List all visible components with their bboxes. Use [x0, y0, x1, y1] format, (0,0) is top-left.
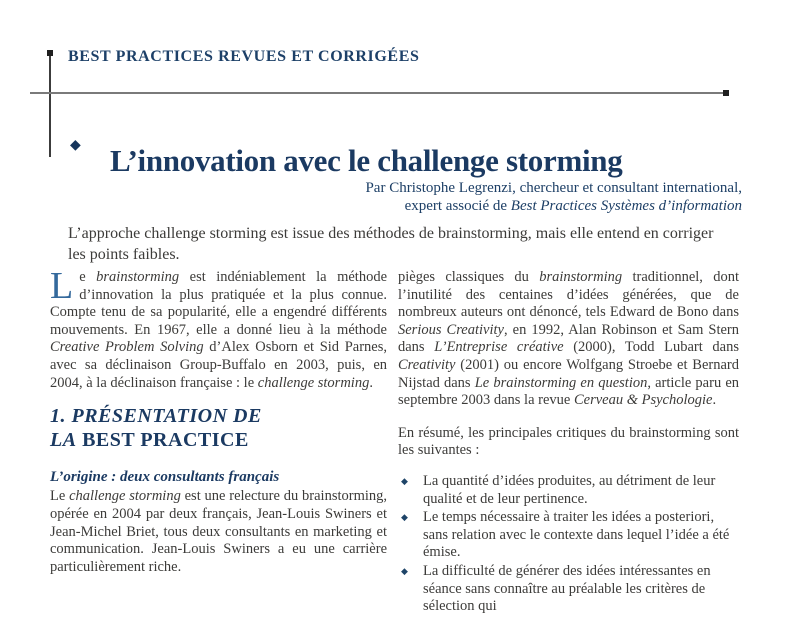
left-column	[50, 265, 388, 576]
paragraph-text: En résumé, les principales critiques du brainstorming sont les suivantes :	[398, 424, 739, 459]
list-item-text: La quantité d’idées produites, au détriment de leur qualité et de leur pertinence.	[423, 472, 716, 507]
header-vertical-rule	[49, 53, 51, 157]
paragraph	[50, 488, 387, 576]
section-heading-line2-caps: BEST PRACTICE	[82, 429, 249, 452]
bullet-list	[398, 473, 739, 616]
byline	[365, 179, 742, 215]
paragraph	[398, 269, 739, 410]
list-item-text: Le temps nécessaire à traiter les idées a posteriori, sans relation avec le contexte dans lequel l’idée a été émise.	[423, 509, 730, 561]
list-item	[398, 473, 739, 508]
diamond-bullet-icon: ◆	[401, 565, 408, 576]
diamond-bullet-icon: ◆	[401, 475, 408, 486]
list-item	[398, 509, 739, 562]
diamond-bullet-icon: ◆	[70, 138, 81, 153]
paragraph-text: e brainstorming est indéniablement la méthode d’innovation la plus pratiquée et la plus connue. Compte tenu de sa popularité, elle a engendré différents mouvements. En 1967, elle a donné lieu à la méthode Creative Problem Solving d’Alex Osborn et Sid Parnes, avec sa déclinaison Group-Buffalo en 2003, puis, en 2004, à la déclinaison française : le challenge storming.	[50, 269, 388, 391]
article-title: L’innovation avec le challenge storming	[110, 142, 623, 178]
subsection-heading: L’origine : deux consultants français	[50, 468, 280, 485]
header-vertical-rule-cap	[47, 50, 53, 56]
standfirst: L’approche challenge storming est issue des méthodes de brainstorming, mais elle entend en corriger les points faibles.	[68, 225, 714, 263]
list-item	[398, 563, 739, 616]
diamond-bullet-icon: ◆	[401, 512, 408, 523]
byline-line2: expert associé de Best Practices Systèmes d’information	[404, 198, 742, 214]
section-heading-line1: 1. PRÉSENTATION DE	[50, 405, 262, 428]
drop-cap: L	[50, 265, 74, 307]
list-item-text: La difficulté de générer des idées intéressantes en séance sans connaître au préalable les critères de sélection qui	[423, 562, 711, 615]
byline-line1: Par Christophe Legrenzi, chercheur et consultant international,	[365, 180, 742, 196]
paragraph-text: Le challenge storming est une relecture du brainstorming, opérée en 2004 par deux français, Jean-Louis Swiners et Jean-Michel Briet, tous deux consultants en marketing et communication. Jean-Louis Swiners a eu une carrière particulièrement riche.	[50, 488, 388, 575]
header-horizontal-rule	[30, 92, 728, 94]
section-heading	[50, 404, 387, 452]
header-horizontal-rule-cap	[723, 90, 729, 96]
paragraph	[50, 265, 388, 392]
section-heading-line2-italic: LA	[50, 429, 77, 452]
paragraph	[398, 425, 739, 460]
right-column	[398, 269, 739, 617]
section-kicker: BEST PRACTICES REVUES ET CORRIGÉES	[68, 48, 420, 65]
paragraph-text: pièges classiques du brainstorming traditionnel, dont l’inutilité des centaines d’idées générées, que de nombreux auteurs ont dénoncé, tels Edward de Bono dans Serious Creativity, en 1992, Alan Robinson et Sam Stern dans L’Entreprise créative (2000), Todd Lubart dans Creativity (2001) ou encore Wolfgang Stroebe et Bernard Nijstad dans Le brainstorming en question, article paru en septembre 2003 dans la revue Cerveau & Psychologie.	[398, 269, 740, 409]
